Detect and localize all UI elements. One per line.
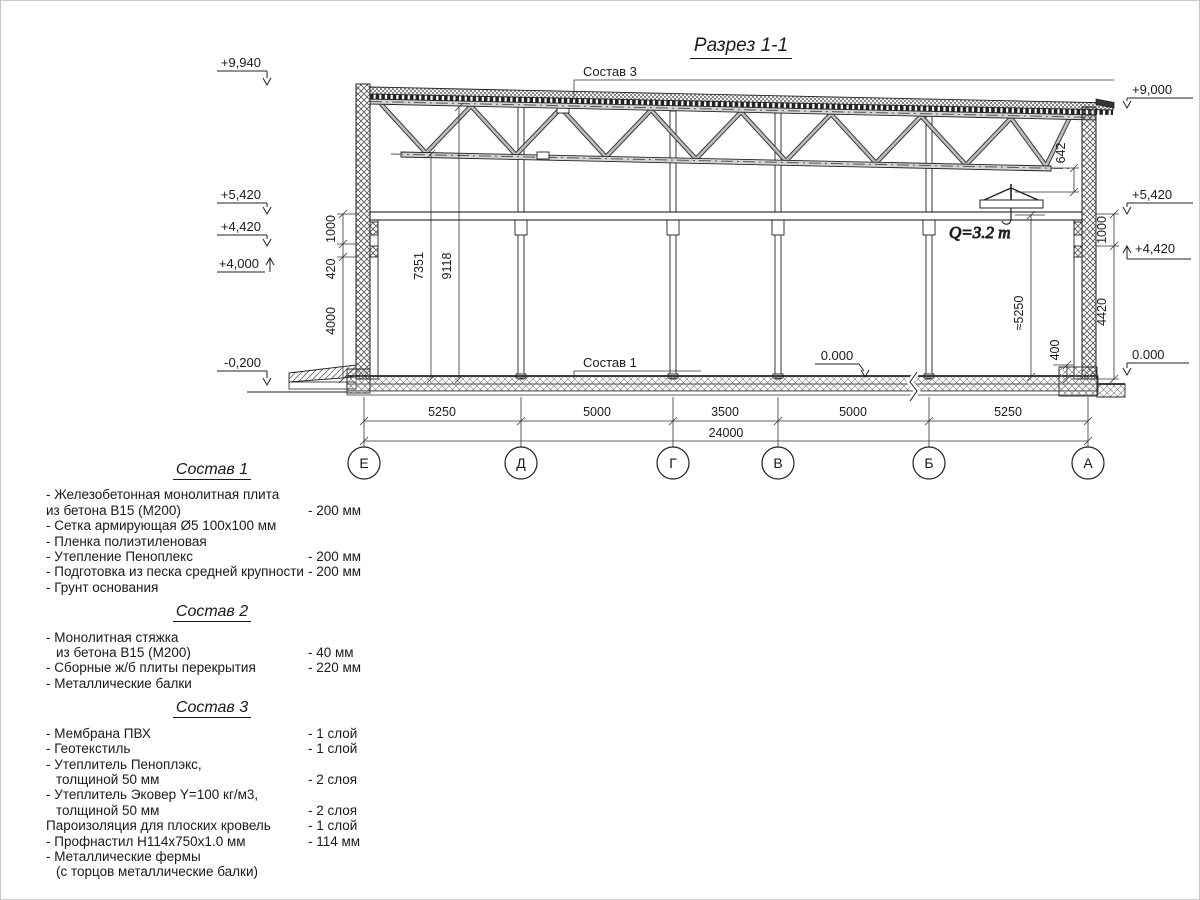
- list-item: - Монолитная стяжка: [46, 629, 179, 645]
- crane-runway-beam: [370, 212, 1082, 220]
- dim-right-4420: 4420: [1095, 298, 1109, 326]
- list-item: - Железобетонная монолитная плита: [46, 487, 280, 503]
- axis-g: Г: [669, 455, 677, 471]
- list-item: толщиной 50 мм - 2 слоя: [56, 802, 358, 818]
- axis-d: Д: [516, 455, 526, 471]
- list-item: - Утеплитель Эковер Y=100 кг/м3,: [46, 787, 259, 803]
- axis-a: А: [1083, 455, 1093, 471]
- composition-lists: [46, 453, 378, 880]
- list-item: - Мембрана ПВХ - 1 слой: [46, 725, 358, 741]
- dim-span-5: 5250: [994, 405, 1022, 419]
- right-dimension-chain: [1012, 143, 1119, 383]
- elevation-left-4000: +4,000: [218, 256, 259, 271]
- elevation-left-4420: +4,420: [220, 219, 261, 234]
- axis-b: Б: [924, 455, 934, 471]
- list-item: из бетона В15 (М200) - 200 мм: [46, 502, 362, 518]
- callout-sostav-3: Состав 3: [583, 64, 637, 79]
- list-item: из бетона В15 (М200) - 40 мм: [56, 645, 354, 661]
- list-item: (с торцов металлические балки): [56, 864, 258, 880]
- floor-slab: [247, 365, 1125, 401]
- dim-crane-hook: ≈5250: [1012, 295, 1026, 331]
- list-item: - Металлические балки: [46, 675, 192, 691]
- column-axes: [348, 447, 1104, 479]
- dim-right-1000: 1000: [1095, 216, 1109, 244]
- list-item: - Профнастил Н114х750х1.0 мм - 114 мм: [46, 833, 361, 849]
- dim-floor-to-roof: 9118: [440, 252, 454, 280]
- list-item: - Металлические фермы: [46, 848, 201, 864]
- elevation-left-5420: +5,420: [220, 187, 261, 202]
- dim-truss-642: 642: [1054, 142, 1068, 164]
- elevation-right-9000: +9,000: [1132, 82, 1173, 97]
- crane-capacity-label: Q=3.2 т: [949, 223, 1011, 242]
- elevation-left-top: +9,940: [220, 55, 261, 70]
- composition-3-title: Состав 3: [46, 700, 378, 715]
- list-item: - Пленка полиэтиленовая: [46, 533, 207, 549]
- dim-left-420: 420: [324, 258, 338, 280]
- dim-left-4000: 4000: [324, 307, 338, 335]
- dim-left-1000: 1000: [324, 215, 338, 243]
- dim-span-4: 5000: [839, 405, 867, 419]
- callout-sostav-1: Состав 1: [583, 355, 637, 370]
- list-item: - Утеплитель Пеноплэкс,: [46, 756, 202, 772]
- list-item: - Сетка армирующая Ø5 100х100 мм: [46, 518, 277, 534]
- dim-right-400: 400: [1048, 339, 1062, 361]
- left-dimension-chain: [324, 210, 356, 383]
- list-item: - Геотекстиль - 1 слой: [46, 741, 358, 757]
- elevation-right-5420: +5,420: [1132, 187, 1173, 202]
- list-item: - Подготовка из песка средней крупности - 200 мм: [46, 564, 362, 580]
- dim-floor-to-chord: 7351: [412, 252, 426, 280]
- bottom-dimensions: [360, 397, 1092, 447]
- composition-1-title: Состав 1: [46, 462, 378, 477]
- dim-span-2: 5000: [583, 405, 611, 419]
- list-item: - Сборные ж/б плиты перекрытия - 220 мм: [46, 660, 362, 676]
- dim-span-3: 3500: [711, 405, 739, 419]
- elevation-right-zero: 0.000: [1132, 347, 1165, 362]
- drawing-title: Разрез 1-1: [661, 35, 821, 57]
- list-item: толщиной 50 мм - 2 слоя: [56, 771, 358, 787]
- interior-columns: [515, 107, 935, 379]
- axis-e: Е: [359, 455, 369, 471]
- list-item: - Утепление Пеноплекс - 200 мм: [46, 549, 362, 565]
- elevation-left-minus-200: -0,200: [224, 355, 261, 370]
- composition-2-title: Состав 2: [46, 604, 378, 619]
- elevation-right-4420: +4,420: [1135, 241, 1176, 256]
- elevation-floor-zero: 0.000: [820, 348, 854, 363]
- list-item: - Грунт основания: [46, 579, 159, 595]
- list-item: Пароизоляция для плоских кровель - 1 слой: [46, 818, 358, 834]
- dim-total: 24000: [708, 426, 744, 440]
- dim-span-1: 5250: [428, 405, 456, 419]
- axis-v: В: [773, 455, 783, 471]
